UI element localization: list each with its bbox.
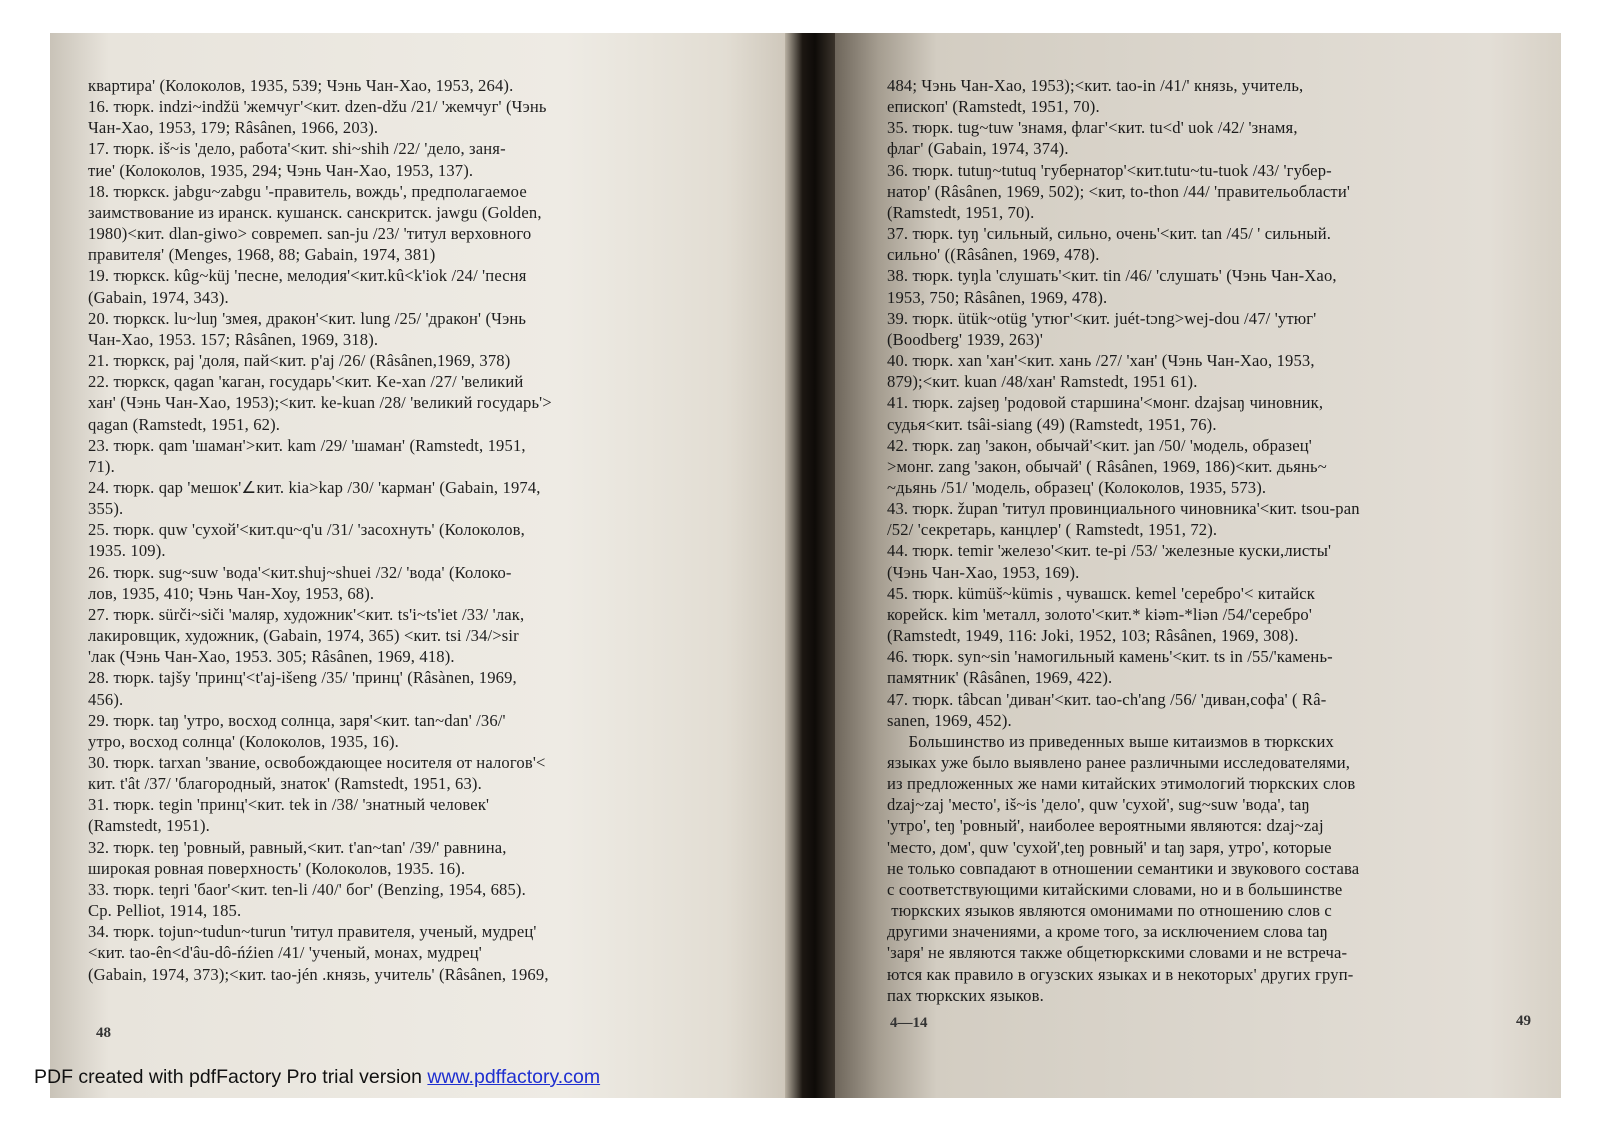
text-line: 'заря' не являются также общетюркскими словами и не встреча- bbox=[887, 943, 1348, 963]
text-line: 879);<кит. kuan /48/хан' Ramstedt, 1951 61). bbox=[887, 372, 1198, 392]
text-line: 17. тюрк. iš~is 'дело, работа'<кит. shi~shih /22/ 'дело, заня- bbox=[88, 139, 506, 159]
text-line: 37. тюрк. tyŋ 'сильный, сильно, очень'<кит. tan /45/ ' сильный. bbox=[887, 224, 1332, 244]
text-line: епископ' (Ramstedt, 1951, 70). bbox=[887, 97, 1100, 117]
right-page bbox=[835, 33, 1561, 1098]
text-line: ются как правило в огузских языках и в некоторых' других груп- bbox=[887, 964, 1354, 984]
text-line: (Ramstedt, 1949, 116: Joki, 1952, 103; Râsânen, 1969, 308). bbox=[887, 626, 1299, 646]
text-line: правителя' (Menges, 1968, 88; Gabain, 1974, 381) bbox=[88, 245, 436, 265]
text-line: 32. тюрк. teŋ 'ровный, равный,<кит. t'an~tan' /39/' равнина, bbox=[88, 837, 507, 857]
text-line: 18. тюркск. jabgu~zabgu '-правитель, вождь', предполагаемое bbox=[88, 181, 527, 201]
text-line: 1953, 750; Râsânen, 1969, 478). bbox=[887, 287, 1108, 307]
text-line: натор' (Râsânen, 1969, 502); <кит, to-thon /44/ 'правительобласти' bbox=[887, 181, 1350, 201]
text-line: не только совпадают в отношении семантики и звукового состава bbox=[887, 858, 1360, 878]
text-line: 22. тюркск, qagan 'каган, государь'<кит. Ke-xan /27/ 'великий bbox=[88, 372, 524, 392]
text-line: судья<кит. tsâi-siang (49) (Ramstedt, 1951, 76). bbox=[887, 414, 1217, 434]
text-line: 456). bbox=[88, 689, 124, 709]
text-line: 46. тюрк. syn~sin 'намогильный камень'<кит. ts in /55/'камень- bbox=[887, 647, 1333, 667]
text-line: 'лак (Чэнь Чан-Хао, 1953. 305; Râsânen, 1969, 418). bbox=[88, 647, 455, 667]
text-line: >монг. zang 'закон, обычай' ( Râsânen, 1969, 186)<кит. дьянь~ bbox=[887, 456, 1327, 476]
text-line: (Boodberg' 1939, 263)' bbox=[887, 329, 1043, 349]
text-line: кит. t'ât /37/ 'благородный, знаток' (Ramstedt, 1951, 63). bbox=[88, 774, 482, 794]
text-line: лакировщик, художник, (Gabain, 1974, 365) <кит. tsi /34/>sir bbox=[88, 626, 519, 646]
text-line: 16. тюрк. indzi~indžü 'жемчуг'<кит. dzen-džu /21/ 'жемчуг' (Чэнь bbox=[88, 97, 547, 117]
text-line: 26. тюрк. sug~suw 'вода'<кит.shuj~shuei /32/ 'вода' (Колоко- bbox=[88, 562, 512, 582]
text-line: 31. тюрк. tegin 'принц'<кит. tek in /38/ 'знатный человек' bbox=[88, 795, 490, 815]
text-line: Ср. Pelliot, 1914, 185. bbox=[88, 901, 242, 921]
text-line: тюркских языков являются омонимами по отношению слов с bbox=[887, 901, 1332, 921]
text-line: другими значениями, а кроме того, за исключением слова taŋ bbox=[887, 922, 1328, 942]
text-line: 1980)<кит. dlan-giwo> совремеп. san-ju /23/ 'титул верховного bbox=[88, 224, 532, 244]
pdffactory-link[interactable]: www.pdffactory.com bbox=[427, 1066, 601, 1088]
text-line: (Чэнь Чан-Хао, 1953, 169). bbox=[887, 562, 1080, 582]
text-line: Чан-Хао, 1953, 179; Râsânen, 1966, 203). bbox=[88, 118, 379, 138]
text-line: 33. тюрк. teŋri 'бaor'<кит. ten-li /40/' бог' (Benzing, 1954, 685). bbox=[88, 879, 526, 899]
text-line: 484; Чэнь Чан-Хао, 1953);<кит. tao-in /41/' князь, учитель, bbox=[887, 76, 1304, 95]
text-line: 27. тюрк. sürči~siči 'маляр, художник'<кит. ts'i~ts'iet /33/ 'лак, bbox=[88, 604, 525, 624]
text-line: sanen, 1969, 452). bbox=[887, 710, 1012, 730]
text-line: Чан-Хао, 1953. 157; Râsânen, 1969, 318). bbox=[88, 329, 379, 349]
text-line: 47. тюрк. tâbcan 'диван'<кит. tao-ch'ang /56/ 'диван,софа' ( Râ- bbox=[887, 689, 1327, 709]
book-gutter bbox=[785, 33, 835, 1098]
text-line: 28. тюрк. tajšy 'принц'<t'aj-išeng /35/ 'принц' (Râsànen, 1969, bbox=[88, 668, 517, 688]
right-page-text bbox=[887, 75, 1535, 1006]
text-line: Большинство из приведенных выше китаизмов в тюркских bbox=[887, 731, 1334, 751]
left-page bbox=[50, 33, 785, 1098]
text-line: 41. тюрк. zajseŋ 'родовой старшина'<монг. dzajsaŋ чиновник, bbox=[887, 393, 1324, 413]
text-line: корейск. kim 'металл, золото'<кит.* kiəm-*liən /54/'серебро' bbox=[887, 604, 1312, 624]
text-line: 1935. 109). bbox=[88, 541, 166, 561]
footer-text: PDF created with pdfFactory Pro trial version bbox=[34, 1066, 428, 1088]
text-line: утро, восход солнца' (Колоколов, 1935, 16). bbox=[88, 731, 399, 751]
text-line: 19. тюркск. kûg~küj 'песне, мелодия'<кит.kû<k'iok /24/ 'песня bbox=[88, 266, 527, 286]
text-line: заимствование из иранск. кушанск. санскритск. jawgu (Golden, bbox=[88, 202, 542, 222]
left-page-number: 48 bbox=[96, 1025, 111, 1041]
text-line: 35. тюрк. tug~tuw 'знамя, флаг'<кит. tu<d' uok /42/ 'знамя, bbox=[887, 118, 1298, 138]
text-line: 30. тюрк. tarxan 'звание, освобождающее носителя от налогов'< bbox=[88, 753, 546, 772]
text-line: (Ramstedt, 1951, 70). bbox=[887, 202, 1035, 222]
text-line: <кит. tao-ên<d'âu-dô-ńźien /41/ 'ученый, монах, мудрец' bbox=[88, 943, 482, 963]
text-line: 21. тюркск, paj 'доля, пай<кит. p'aj /26/ (Râsânen,1969, 378) bbox=[88, 351, 511, 371]
right-page-number: 49 bbox=[1516, 1013, 1531, 1029]
text-line: 71). bbox=[88, 456, 115, 476]
text-line: 34. тюрк. tojun~tudun~turun 'титул правителя, ученый, мудрец' bbox=[88, 922, 537, 942]
text-line: (Gabain, 1974, 343). bbox=[88, 287, 229, 307]
text-line: 23. тюрк. qam 'шаман'>кит. kam /29/ 'шаман' (Ramstedt, 1951, bbox=[88, 435, 526, 455]
text-line: пах тюркских языков. bbox=[887, 985, 1044, 1005]
text-line: квартира' (Колоколов, 1935, 539; Чэнь Чан-Хао, 1953, 264). bbox=[88, 76, 514, 95]
text-line: dzaj~zaj 'место', iš~is 'дело', quw 'сухой', sug~suw 'вода', taŋ bbox=[887, 795, 1310, 815]
text-line: 38. тюрк. tyŋla 'слушать'<кит. tin /46/ 'слушать' (Чэнь Чан-Хао, bbox=[887, 266, 1337, 286]
text-line: 44. тюрк. temir 'железо'<кит. te-pi /53/ 'железные куски,листы' bbox=[887, 541, 1332, 561]
text-line: 25. тюрк. quw 'сухой'<кит.qu~q'u /31/ 'засохнуть' (Колоколов, bbox=[88, 520, 525, 540]
text-line: с соответствующими китайскими словами, но и в большинстве bbox=[887, 879, 1343, 899]
text-line: 45. тюрк. kümüš~kümis , чувашск. kemel 'серебро'< китайск bbox=[887, 583, 1315, 603]
text-line: памятник' (Râsânen, 1969, 422). bbox=[887, 668, 1113, 688]
text-line: (Gabain, 1974, 373);<кит. tao-jén .князь, учитель' (Râsânen, 1969, bbox=[88, 964, 549, 984]
text-line: 42. тюрк. zaŋ 'закон, обычай'<кит. jan /50/ 'модель, образец' bbox=[887, 435, 1312, 455]
text-line: широкая ровная поверхность' (Колоколов, 1935. 16). bbox=[88, 858, 466, 878]
text-line: сильно' ((Râsânen, 1969, 478). bbox=[887, 245, 1100, 265]
pdf-footer-note bbox=[34, 1066, 600, 1089]
text-line: из предложенных же нами китайских этимологий тюркских слов bbox=[887, 774, 1356, 794]
text-line: 39. тюрк. ütük~otüg 'утюг'<кит. juét-tɔng>wej-dou /47/ 'утюг' bbox=[887, 308, 1317, 328]
book-spread-scan bbox=[50, 33, 1561, 1098]
text-line: флаг' (Gabain, 1974, 374). bbox=[887, 139, 1069, 159]
text-line: 29. тюрк. taŋ 'утро, восход солнца, заря'<кит. tan~dan' /36/' bbox=[88, 710, 506, 730]
text-line: /52/ 'секретарь, канцлер' ( Ramstedt, 1951, 72). bbox=[887, 520, 1218, 540]
signature-mark: 4—14 bbox=[890, 1015, 928, 1031]
text-line: 20. тюркск. lu~luŋ 'змея, дракон'<кит. lung /25/ 'дракон' (Чэнь bbox=[88, 308, 527, 328]
text-line: тие' (Колоколов, 1935, 294; Чэнь Чан-Хао, 1953, 137). bbox=[88, 160, 474, 180]
text-line: 355). bbox=[88, 499, 124, 519]
text-line: 'место, дом', quw 'сухой',teŋ ровный' и taŋ заря, утро', которые bbox=[887, 837, 1332, 857]
text-line: 40. тюрк. xan 'хан'<кит. хань /27/ 'хан' (Чэнь Чан-Хао, 1953, bbox=[887, 351, 1315, 371]
text-line: 36. тюрк. tutuŋ~tutuq 'губернатор'<кит.tutu~tu-tuok /43/ 'губер- bbox=[887, 160, 1332, 180]
text-line: хан' (Чэнь Чан-Хао, 1953);<кит. ke-kuan /28/ 'великий государь'> bbox=[88, 393, 552, 413]
left-page-text bbox=[88, 75, 748, 985]
text-line: языках уже было выявлено ранее различными исследователями, bbox=[887, 753, 1351, 772]
text-line: (Ramstedt, 1951). bbox=[88, 816, 210, 836]
text-line: ~дьянь /51/ 'модель, образец' (Колоколов, 1935, 573). bbox=[887, 477, 1267, 497]
text-line: 43. тюрк. župan 'титул провинциального чиновника'<кит. tsou-pan bbox=[887, 499, 1360, 519]
text-line: 'утро', teŋ 'ровный', наиболее вероятными являются: dzaj~zaj bbox=[887, 816, 1324, 836]
text-line: лов, 1935, 410; Чэнь Чан-Хоу, 1953, 68). bbox=[88, 583, 375, 603]
text-line: 24. тюрк. qap 'мешок'∠кит. kia>kap /30/ 'карман' (Gabain, 1974, bbox=[88, 477, 541, 497]
text-line: qagan (Ramstedt, 1951, 62). bbox=[88, 414, 281, 434]
